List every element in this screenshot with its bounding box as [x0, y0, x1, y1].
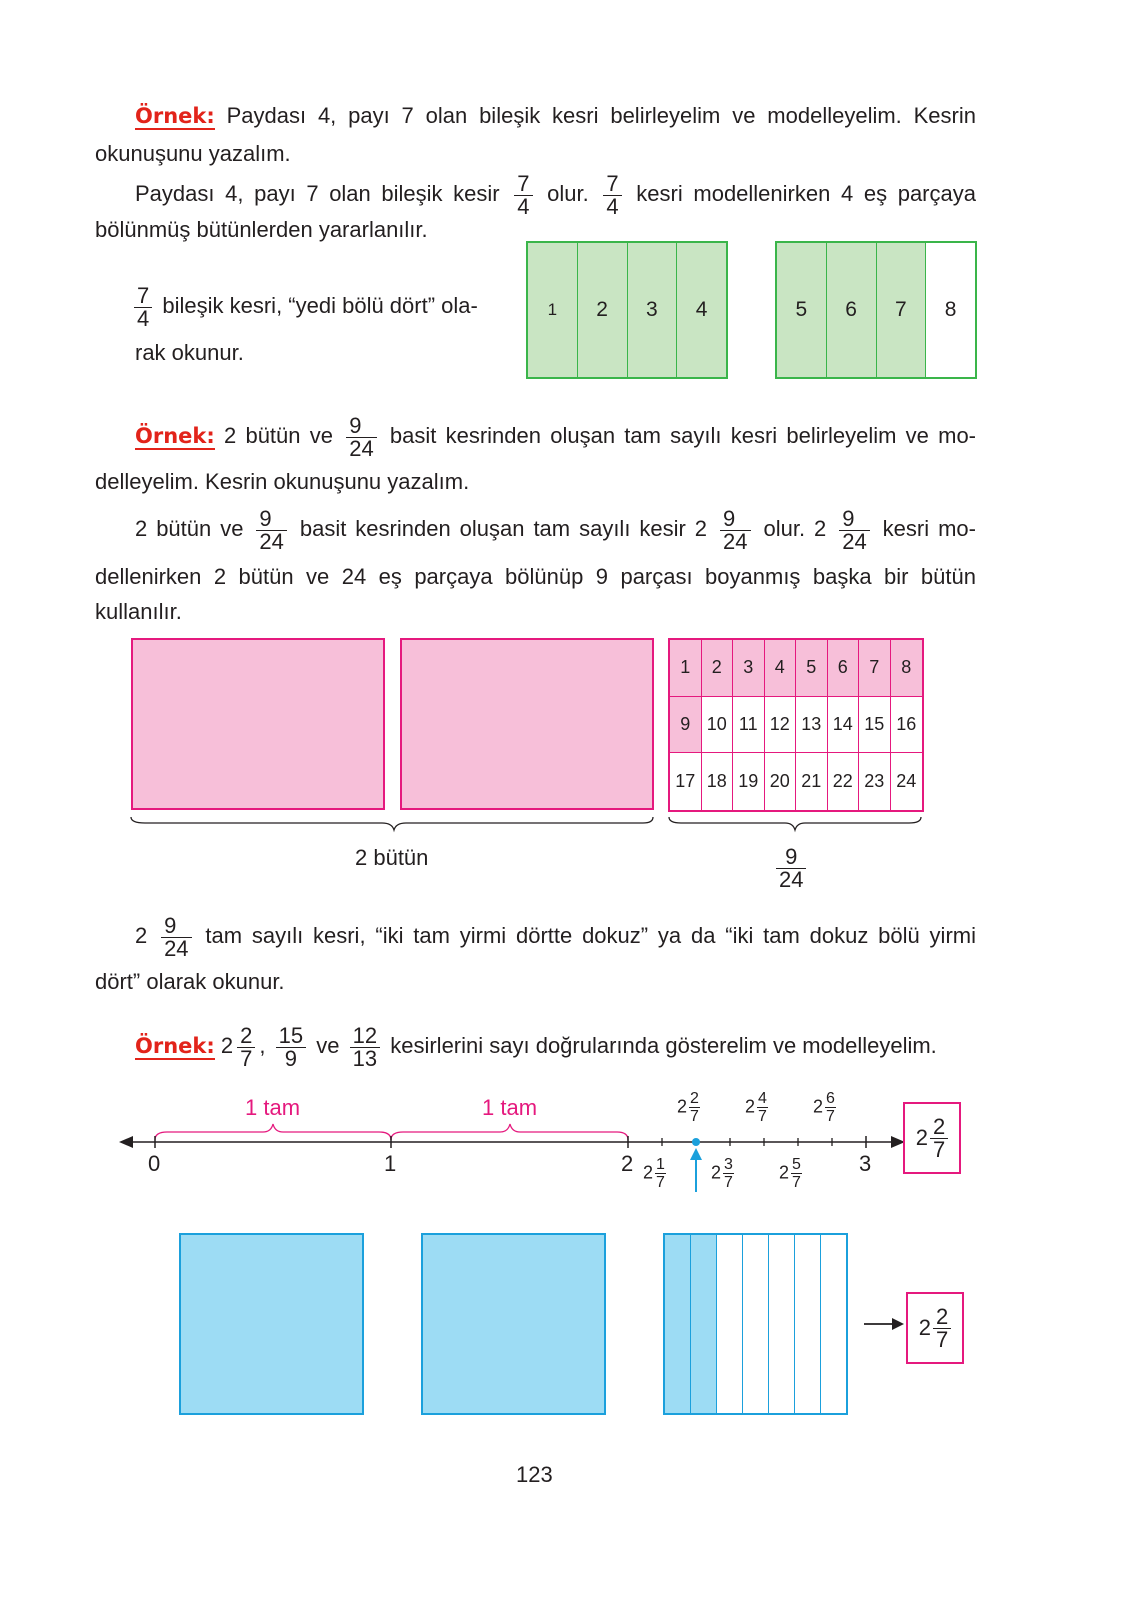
ex2-para2: 2 bütün ve $\frac{9}{24}$ basit kesrinden oluşan tam sayılı kesir 2 $\frac{9}{24}$ olur. 2 $\frac{9}{24}$ kesri mo-	[135, 505, 976, 554]
fraction-15-9: $\frac{15}{9}$	[276, 1025, 306, 1070]
strip-part	[691, 1235, 717, 1413]
fraction-7-4: $\frac{7}{4}$	[134, 285, 152, 330]
pink-whole-2	[400, 638, 654, 810]
brace-wholes	[131, 817, 653, 830]
label-2-2-7: 2 $\frac{2}{7}$	[677, 1090, 699, 1125]
axis-label-3: 3	[859, 1151, 872, 1176]
ex1-para2-line2: bölünmüş bütünlerden yararlanılır.	[95, 217, 428, 242]
example-label: Örnek:	[135, 104, 215, 128]
model-part: 4	[677, 243, 726, 377]
strip-part	[769, 1235, 795, 1413]
grid-cell: 21	[796, 753, 828, 810]
strip-part	[821, 1235, 846, 1413]
blue-whole-2	[421, 1233, 606, 1415]
pink-whole-1	[131, 638, 385, 810]
twentyfourths-grid	[668, 638, 924, 812]
strip-part	[795, 1235, 821, 1413]
answer-box-line: 2 2 7	[903, 1102, 961, 1174]
ex2-reading: 2 $\frac{9}{24}$ tam sayılı kesri, “iki tam yirmi dörtte dokuz” ya da “iki tam dokuz bölü yirmi	[135, 912, 976, 961]
grid-cell: 2	[702, 640, 734, 697]
model-part: 2	[578, 243, 628, 377]
tam-label-2: 1 tam	[482, 1095, 538, 1120]
ex1-reading: $\frac{7}{4}$ bileşik kesri, “yedi bölü dört” ola-	[130, 280, 478, 332]
ex2-para2-line2: dellenirken 2 bütün ve 24 eş parçaya bölünüp 9 parçası boyanmış başka bir bütün	[95, 564, 976, 589]
model-part: 5	[777, 243, 827, 377]
ex1-reading-line2: rak okunur.	[135, 340, 244, 365]
grid-cell: 12	[765, 697, 797, 754]
grid-cell: 18	[702, 753, 734, 810]
fraction-2-7: $\frac{2}{7}$	[237, 1025, 255, 1070]
point-2-2-7	[692, 1138, 700, 1146]
ex1-line1: Örnek: Paydası 4, payı 7 olan bileşik kesri belirleyelim ve modelleyelim. Kesrin	[135, 103, 976, 128]
axis-label-1: 1	[384, 1151, 397, 1176]
tam-brace-2	[391, 1124, 628, 1140]
grid-cell: 14	[828, 697, 860, 754]
grid-cell: 9	[670, 697, 702, 754]
fraction-9-24: $\frac{9}{24}$	[346, 415, 376, 460]
answer-box-model: 2 2 7	[906, 1292, 964, 1364]
example-label: Örnek:	[135, 424, 215, 448]
grid-cell: 23	[859, 753, 891, 810]
grid-cell: 24	[896, 771, 917, 792]
grid-cell: 16	[891, 697, 923, 754]
ex1-line2: okunuşunu yazalım.	[95, 141, 291, 166]
model-whole-1	[526, 241, 728, 379]
grid-cell: 17	[670, 753, 702, 810]
tam-brace-1	[155, 1124, 391, 1140]
fraction-9-24: $\frac{9}{24}$	[776, 846, 806, 891]
grid-cell: 13	[796, 697, 828, 754]
strip-part	[717, 1235, 743, 1413]
ex2-line2: delleyelim. Kesrin okunuşunu yazalım.	[95, 469, 470, 494]
fraction-9-24: $\frac{9}{24}$	[839, 508, 869, 553]
pointer-arrow-head	[690, 1148, 702, 1160]
fraction-9-24: $\frac{9}{24}$	[161, 915, 191, 960]
brace-label-wholes: 2 bütün	[355, 845, 429, 870]
ex2-para2-line3: kullanılır.	[95, 599, 182, 624]
page-number: 123	[516, 1462, 553, 1487]
grid-cell: 10	[702, 697, 734, 754]
ex1-para2: Paydası 4, payı 7 olan bileşik kesir $\frac{7}{4}$ olur. $\frac{7}{4}$ kesri modellenirken 4 eş parçaya	[135, 170, 976, 219]
grid-cell: 7	[859, 640, 891, 697]
model-part: 1	[528, 243, 578, 377]
grid-cell: 11	[733, 697, 765, 754]
fraction-7-4: $\frac{7}{4}$	[514, 173, 532, 218]
grid-cell: 5	[796, 640, 828, 697]
grid-cell: 3	[733, 640, 765, 697]
braces	[125, 815, 930, 845]
tam-label-1: 1 tam	[245, 1095, 301, 1120]
grid-cell: 4	[765, 640, 797, 697]
strip-part	[743, 1235, 769, 1413]
label-2-6-7: 2 $\frac{6}{7}$	[813, 1090, 835, 1125]
label-2-4-7: 2 $\frac{4}{7}$	[745, 1090, 767, 1125]
ex2-line1: Örnek: 2 bütün ve $\frac{9}{24}$ basit kesrinden oluşan tam sayılı kesri belirleyelim ve mo-	[135, 412, 977, 461]
grid-cell: 6	[828, 640, 860, 697]
strip-part	[665, 1235, 691, 1413]
grid-cell: 1	[670, 640, 702, 697]
grid-cell: 20	[765, 753, 797, 810]
label-2-1-7: 2 $\frac{1}{7}$	[643, 1156, 665, 1191]
grid-cell: 19	[733, 753, 765, 810]
model-part: 6	[827, 243, 877, 377]
fraction-9-24: $\frac{9}{24}$	[256, 508, 286, 553]
grid-cell: 22	[828, 753, 860, 810]
blue-whole-1	[179, 1233, 364, 1415]
model-part: 7	[877, 243, 927, 377]
label-2-3-7: 2 $\frac{3}{7}$	[711, 1156, 733, 1191]
right-arrow-icon	[862, 1316, 906, 1332]
fraction-7-4: $\frac{7}{4}$	[603, 173, 621, 218]
ex2-reading-line2: dört” olarak okunur.	[95, 969, 285, 994]
grid-cell: 8	[891, 640, 923, 697]
fraction-9-24: $\frac{9}{24}$	[720, 508, 750, 553]
grid-cell: 15	[859, 697, 891, 754]
axis-label-2: 2	[621, 1151, 634, 1176]
example-label: Örnek:	[135, 1034, 215, 1058]
model-part: 8	[944, 298, 957, 321]
model-whole-2	[775, 241, 977, 379]
fraction-12-13: $\frac{12}{13}$	[350, 1025, 380, 1070]
brace-label-fraction	[776, 846, 806, 891]
sevenths-strip	[663, 1233, 848, 1415]
label-2-5-7: 2 $\frac{5}{7}$	[779, 1156, 801, 1191]
axis-arrow-left	[119, 1136, 133, 1148]
model-part: 3	[628, 243, 678, 377]
brace-fraction	[669, 817, 921, 830]
ex3-intro: Örnek: 2 $\frac{2}{7}$ , $\frac{15}{9}$ ve $\frac{12}{13}$ kesirlerini sayı doğrularında gösterelim ve modelleyelim.	[135, 1022, 937, 1071]
axis-label-0: 0	[148, 1151, 161, 1176]
